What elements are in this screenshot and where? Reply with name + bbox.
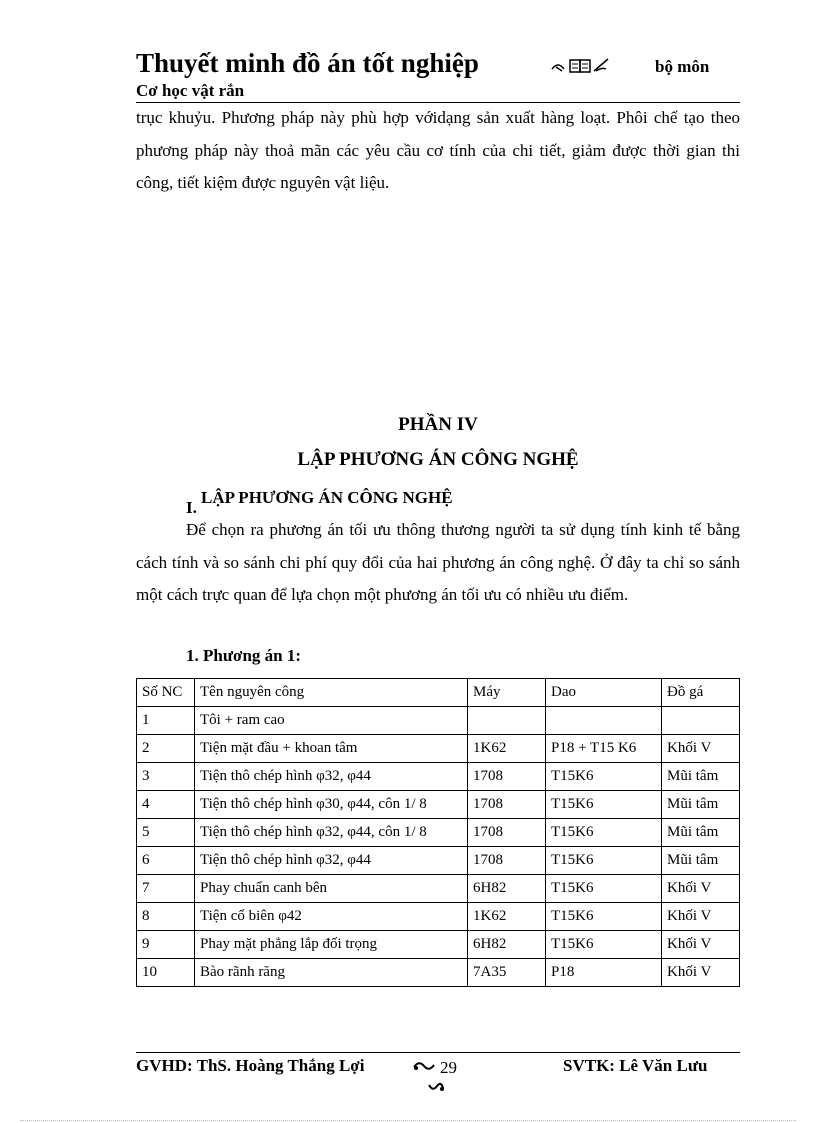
cell-op-number: 2 bbox=[137, 735, 195, 763]
cell-op-name: Phay mặt phẳng lắp đối trọng bbox=[195, 931, 468, 959]
process-table bbox=[136, 678, 740, 987]
cell-op-number: 3 bbox=[137, 763, 195, 791]
header-cell-op-name: Tên nguyên công bbox=[195, 679, 468, 707]
cell-machine: 1K62 bbox=[468, 903, 546, 931]
section-paragraph: Để chọn ra phương án tối ưu thông thương người ta sử dụng tính kinh tế bằng cách tính và so sánh chi phí quy đổi của hai phương án công nghệ. Ở đây ta chỉ so sánh một cách trực quan để lựa chọn một phương án tối ưu có nhiều ưu điểm. bbox=[136, 520, 740, 604]
part-title: LẬP PHƯƠNG ÁN CÔNG NGHỆ bbox=[297, 449, 579, 470]
cell-fixture: Khối V bbox=[662, 931, 740, 959]
cell-op-number: 7 bbox=[137, 875, 195, 903]
header-cell-tool: Dao bbox=[546, 679, 662, 707]
cell-op-name: Tiện thô chép hình φ32, φ44, côn 1/ 8 bbox=[195, 819, 468, 847]
table-row bbox=[137, 791, 740, 819]
cell-fixture: Mũi tâm bbox=[662, 763, 740, 791]
cell-op-number: 1 bbox=[137, 707, 195, 735]
cell-machine: 1708 bbox=[468, 819, 546, 847]
cell-tool: T15K6 bbox=[546, 903, 662, 931]
cell-op-number: 6 bbox=[137, 847, 195, 875]
part-label: PHẦN IV bbox=[398, 414, 478, 435]
cell-machine: 1708 bbox=[468, 847, 546, 875]
cell-fixture: Khối V bbox=[662, 875, 740, 903]
table-row bbox=[137, 707, 740, 735]
cell-fixture: Mũi tâm bbox=[662, 819, 740, 847]
cell-op-name: Bào rãnh răng bbox=[195, 959, 468, 987]
cell-fixture: Mũi tâm bbox=[662, 791, 740, 819]
header-subtitle: Cơ học vật rắn bbox=[136, 81, 245, 100]
cell-op-name: Phay chuẩn canh bên bbox=[195, 875, 468, 903]
cell-op-number: 9 bbox=[137, 931, 195, 959]
cell-tool: T15K6 bbox=[546, 763, 662, 791]
cell-op-name: Tôi + ram cao bbox=[195, 707, 468, 735]
header-department: bộ môn bbox=[655, 57, 710, 76]
cell-fixture: Khối V bbox=[662, 735, 740, 763]
cell-op-number: 8 bbox=[137, 903, 195, 931]
cell-fixture: Khối V bbox=[662, 959, 740, 987]
table-row bbox=[137, 847, 740, 875]
cell-machine: 1708 bbox=[468, 763, 546, 791]
cell-op-number: 5 bbox=[137, 819, 195, 847]
cell-machine: 1K62 bbox=[468, 735, 546, 763]
cell-tool bbox=[546, 707, 662, 735]
cell-op-name: Tiện thô chép hình φ30, φ44, côn 1/ 8 bbox=[195, 791, 468, 819]
header-title: Thuyết minh đồ án tốt nghiệp bbox=[136, 48, 479, 78]
cell-fixture: Mũi tâm bbox=[662, 847, 740, 875]
table-header-row bbox=[137, 679, 740, 707]
footer-divider bbox=[136, 1052, 740, 1053]
table-row bbox=[137, 903, 740, 931]
cell-machine: 6H82 bbox=[468, 875, 546, 903]
footer-advisor: GVHD: ThS. Hoàng Thắng Lợi bbox=[136, 1056, 365, 1075]
cell-fixture: Khối V bbox=[662, 903, 740, 931]
table-body bbox=[137, 707, 740, 987]
header-cell-fixture: Đồ gá bbox=[662, 679, 740, 707]
cell-machine bbox=[468, 707, 546, 735]
cell-tool: T15K6 bbox=[546, 819, 662, 847]
cell-tool: P18 + T15 K6 bbox=[546, 735, 662, 763]
page-edge-line bbox=[20, 1120, 796, 1121]
intro-paragraph: trục khuỷu. Phương pháp này phù hợp vớidạng sản xuất hàng loạt. Phôi chế tạo theo phương pháp này thoả mãn các yêu cầu cơ tính của chi tiết, giảm được thời gian thi công, tiết kiệm được nguyên vật liệu. bbox=[136, 108, 740, 192]
cell-machine: 7A35 bbox=[468, 959, 546, 987]
cell-machine: 6H82 bbox=[468, 931, 546, 959]
subsection-title: 1. Phương án 1: bbox=[186, 646, 302, 665]
cell-tool: P18 bbox=[546, 959, 662, 987]
header-cell-machine: Máy bbox=[468, 679, 546, 707]
cell-machine: 1708 bbox=[468, 791, 546, 819]
cell-op-name: Tiện thô chép hình φ32, φ44 bbox=[195, 763, 468, 791]
cell-tool: T15K6 bbox=[546, 931, 662, 959]
cell-fixture bbox=[662, 707, 740, 735]
table-row bbox=[137, 931, 740, 959]
leaf-ornament-icon bbox=[412, 1059, 436, 1073]
cell-tool: T15K6 bbox=[546, 847, 662, 875]
book-quill-ornament-icon bbox=[550, 57, 614, 75]
page-number: 29 bbox=[440, 1058, 457, 1077]
footer-student: SVTK: Lê Văn Lưu bbox=[563, 1056, 708, 1075]
table-row bbox=[137, 959, 740, 987]
table-row bbox=[137, 735, 740, 763]
section-number: I. bbox=[186, 498, 197, 517]
cell-op-name: Tiện mặt đầu + khoan tâm bbox=[195, 735, 468, 763]
section-title: LẬP PHƯƠNG ÁN CÔNG NGHỆ bbox=[201, 488, 453, 507]
cell-op-name: Tiện cổ biên φ42 bbox=[195, 903, 468, 931]
cell-op-number: 10 bbox=[137, 959, 195, 987]
cell-tool: T15K6 bbox=[546, 875, 662, 903]
table-row bbox=[137, 819, 740, 847]
cell-tool: T15K6 bbox=[546, 791, 662, 819]
cell-op-name: Tiện thô chép hình φ32, φ44 bbox=[195, 847, 468, 875]
leaf-ornament-icon bbox=[427, 1080, 445, 1094]
table-row bbox=[137, 763, 740, 791]
cell-op-number: 4 bbox=[137, 791, 195, 819]
header-cell-op-number: Số NC bbox=[137, 679, 195, 707]
table-row bbox=[137, 875, 740, 903]
